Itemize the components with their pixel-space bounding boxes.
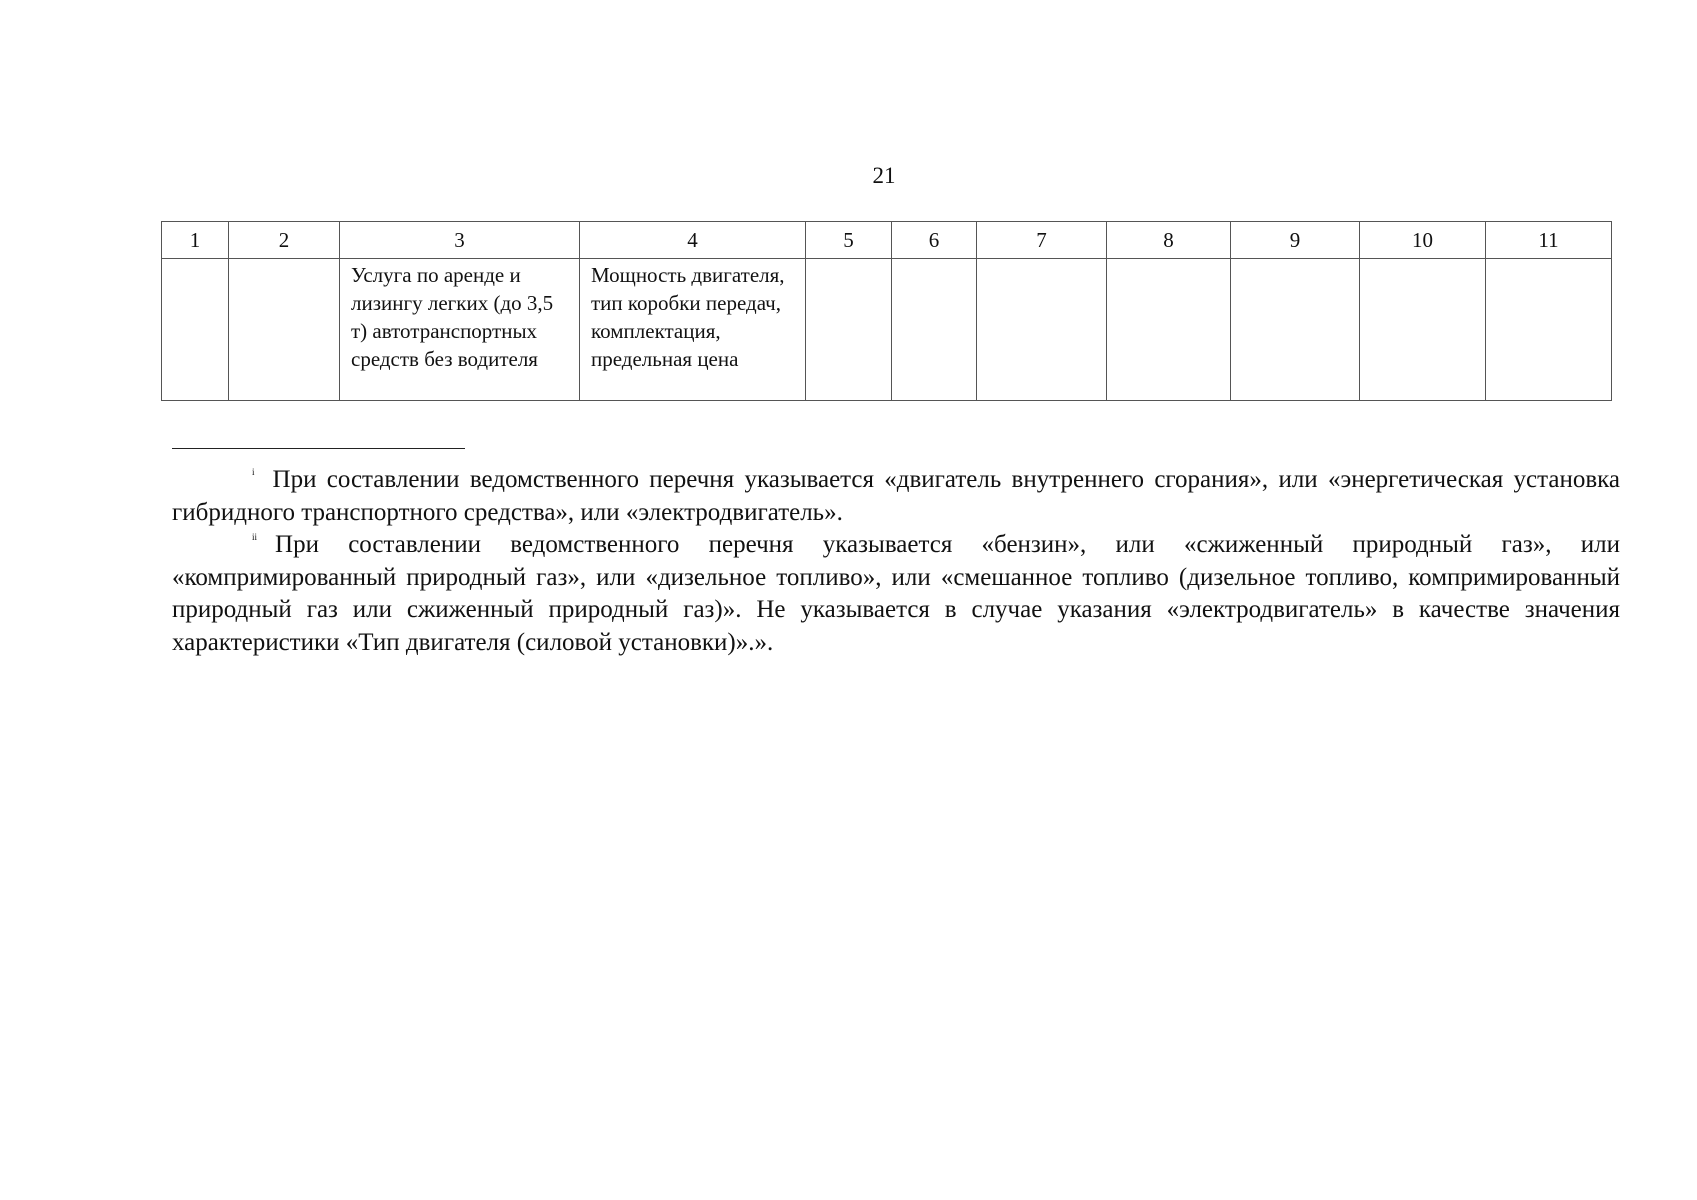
table-cell [1231, 259, 1360, 401]
column-number-cell: 11 [1486, 222, 1612, 259]
column-number-cell: 6 [892, 222, 977, 259]
spec-table [161, 221, 1612, 401]
footnote-2 [172, 529, 1620, 659]
column-number-cell: 7 [977, 222, 1107, 259]
column-number-cell: 1 [162, 222, 229, 259]
footnotes [172, 464, 1620, 659]
service-name-cell: Услуга по аренде и лизингу легких (до 3,5 т) автотранспортных средств без водителя [340, 259, 580, 401]
column-number-cell: 3 [340, 222, 580, 259]
column-number-cell: 9 [1231, 222, 1360, 259]
footnote-marker: i [252, 467, 255, 477]
table-row [162, 259, 1612, 401]
column-number-cell: 5 [806, 222, 892, 259]
characteristics-cell: Мощность двигателя, тип коробки передач, комплектация, предельная цена [580, 259, 806, 401]
table-cell [1486, 259, 1612, 401]
column-number-cell: 8 [1107, 222, 1231, 259]
table-cell [1360, 259, 1486, 401]
footnote-marker: ii [252, 532, 258, 542]
table-header-row [162, 222, 1612, 259]
table-cell [806, 259, 892, 401]
table-cell [162, 259, 229, 401]
footnote-text: При составлении ведомственного перечня указывается «бензин», или «сжиженный природный газ», или «компримированный природный газ», или «дизельное топливо», или «смешанное топливо (дизельное топливо, компримированный природный газ или сжиженный природный газ)». Не указывается в случае указания «электродвигатель» в качестве значения характеристики «Тип двигателя (силовой установки)».». [172, 531, 1620, 656]
column-number-cell: 10 [1360, 222, 1486, 259]
table-cell [1107, 259, 1231, 401]
footnote-separator [172, 448, 465, 449]
footnote-text: При составлении ведомственного перечня указывается «двигатель внутреннего сгорания», или «энергетическая установка гибридного транспортного средства», или «электродвигатель». [172, 466, 1620, 526]
column-number-cell: 2 [229, 222, 340, 259]
table-cell [229, 259, 340, 401]
table-cell [892, 259, 977, 401]
footnote-1 [172, 464, 1620, 529]
page-number: 21 [872, 163, 896, 188]
column-number-cell: 4 [580, 222, 806, 259]
table-cell [977, 259, 1107, 401]
